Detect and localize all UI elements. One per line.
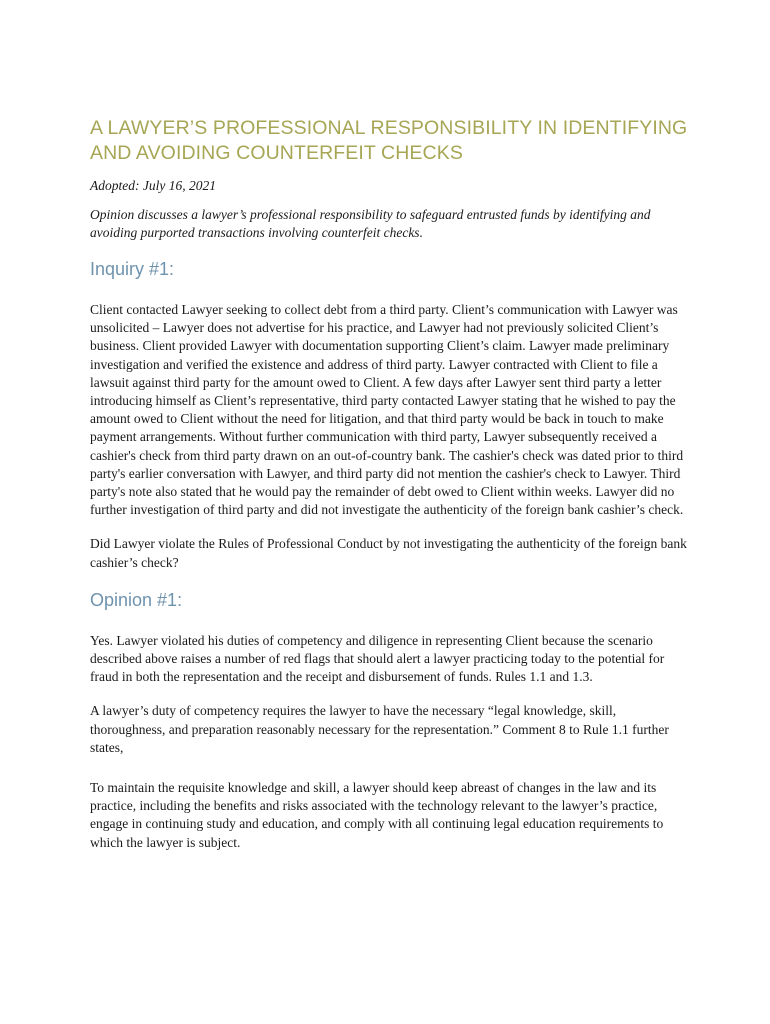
document-title: A LAWYER’S PROFESSIONAL RESPONSIBILITY IN IDENTIFYING AND AVOIDING COUNTERFEIT CHECKS [90, 117, 688, 164]
document-page [90, 116, 690, 852]
adopted-date: Adopted: July 16, 2021 [90, 178, 216, 193]
inquiry-heading: Inquiry #1: [90, 259, 175, 279]
opinion-quote-paragraph: To maintain the requisite knowledge and skill, a lawyer should keep abreast of changes in the law and its practice, including the benefits and risks associated with the technology relevant to the lawyer’s practice, engage in continuing study and education, and comply with all continuing legal education requirements to which the lawyer is subject. [90, 780, 664, 850]
opinion-summary: Opinion discusses a lawyer’s professional responsibility to safeguard entrusted funds by identifying and avoiding purported transactions involving counterfeit checks. [90, 207, 651, 240]
inquiry-body: Client contacted Lawyer seeking to collect debt from a third party. Client’s communication with Lawyer was unsolicited – Lawyer does not advertise for his practice, and Lawyer had not previously solicited Client’s business. Client provided Lawyer with documentation supporting Client’s claim. Lawyer made preliminary investigation and verified the existence and address of third party. Lawyer contracted with Client to file a lawsuit against third party for the amount owed to Client. A few days after Lawyer sent third party a letter introducing himself as Client’s representative, third party contacted Lawyer stating that he wished to pay the amount owed to Client without the need for litigation, and that third party would be back in touch to make payment arrangements. Without further communication with third party, Lawyer subsequently received a cashier's check from third party drawn on an out-of-country bank. The cashier's check was dated prior to third party's earlier conversation with Lawyer, and third party did not mention the cashier's check to Lawyer. Third party's note also stated that he would pay the remainder of debt owed to Client within weeks. Lawyer did no further investigation of third party and did not investigate the authenticity of the foreign bank cashier’s check. [90, 302, 684, 518]
inquiry-question: Did Lawyer violate the Rules of Professional Conduct by not investigating the authenticity of the foreign bank cashier’s check? [90, 536, 687, 570]
opinion-heading: Opinion #1: [90, 589, 183, 610]
opinion-paragraph: Yes. Lawyer violated his duties of competency and diligence in representing Client because the scenario described above raises a number of red flags that should alert a lawyer practicing today to the potential for fraud in both the representation and the receipt and disbursement of funds. Rules 1.1 and 1.3. [90, 632, 665, 685]
opinion-paragraph: A lawyer’s duty of competency requires the lawyer to have the necessary “legal knowledge, skill, thoroughness, and preparation reasonably necessary for the representation.” Comment 8 to Rule 1.1 further states, [90, 703, 669, 755]
